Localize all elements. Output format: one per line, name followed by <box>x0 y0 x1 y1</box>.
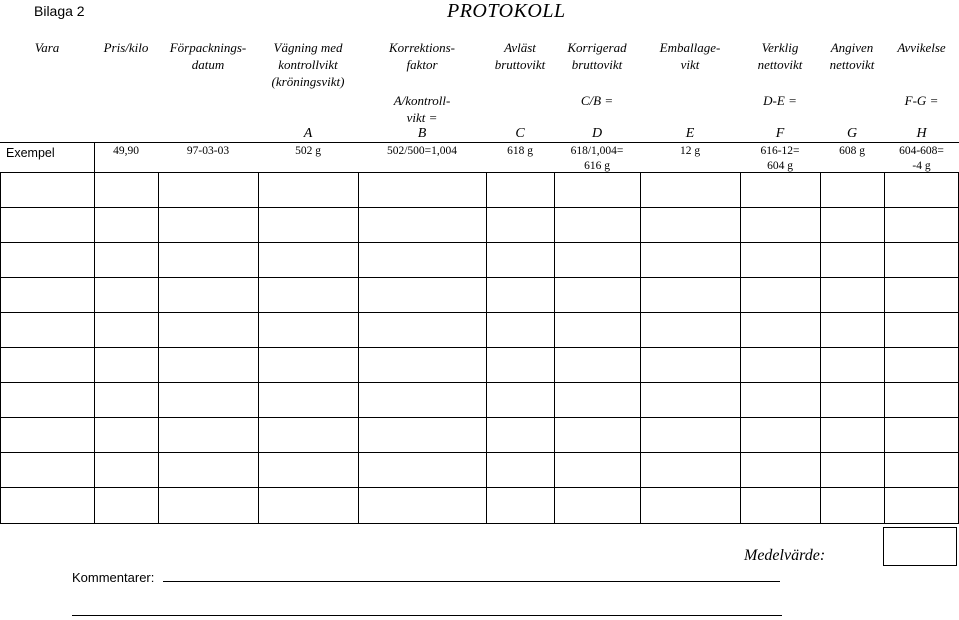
example-cell-line: -4 g <box>912 160 931 172</box>
col-header-line: nettovikt <box>757 57 803 72</box>
col-header-verklig <box>740 39 820 73</box>
example-cell-vagning <box>258 144 358 159</box>
col-header-pris <box>94 39 158 56</box>
example-cell-line: 12 g <box>679 145 701 157</box>
col-header-line: faktor <box>406 57 438 72</box>
formula-d <box>554 92 640 109</box>
col-header-korrektion <box>358 39 486 73</box>
col-letter-g: G <box>846 126 858 141</box>
col-header-vagning <box>258 39 358 90</box>
col-header-line: kontrollvikt <box>278 57 338 72</box>
example-cell-line: 604 g <box>767 160 793 172</box>
table-row-divider <box>0 207 959 208</box>
col-header-line: Korrektions- <box>389 40 455 55</box>
table-row-divider <box>0 452 959 453</box>
table-column-divider <box>740 172 741 523</box>
example-cell-line: 618 g <box>507 145 533 157</box>
formula-line: A/kontroll- <box>393 93 451 108</box>
col-header-line: vikt <box>680 57 700 72</box>
table-row-divider <box>0 172 959 173</box>
table-column-divider <box>486 172 487 523</box>
col-header-line: Avläst <box>504 40 536 55</box>
example-cell-line: 604-608= <box>899 145 944 157</box>
col-header-emballage <box>640 39 740 73</box>
table-left-border <box>0 172 1 523</box>
col-header-korrigerad <box>554 39 640 73</box>
col-letter-h: H <box>916 126 927 141</box>
formula-f <box>740 92 820 109</box>
col-header-line: datum <box>191 57 225 72</box>
col-letter-c: C <box>515 126 525 141</box>
col-header-avvikelse <box>884 39 959 56</box>
example-cell-line: 608 g <box>839 145 865 157</box>
example-cell-avlast <box>486 144 554 159</box>
col-letter-d: D <box>591 126 603 141</box>
example-cell-pris <box>94 144 158 159</box>
example-cell-line: 618/1,004= <box>570 145 624 157</box>
table-column-divider <box>820 172 821 523</box>
example-cell-line: 97-03-03 <box>186 145 230 157</box>
example-cell-korrigerad <box>554 144 640 174</box>
example-cell-avvikelse <box>884 144 959 174</box>
col-header-line: (kröningsvikt) <box>271 74 345 89</box>
table-header-divider <box>0 142 959 143</box>
table-column-divider <box>158 172 159 523</box>
table-row-divider <box>0 312 959 313</box>
average-input-box[interactable] <box>883 527 957 566</box>
example-cell-line: 502/500=1,004 <box>386 145 458 157</box>
formula-line: F-G = <box>904 93 939 108</box>
comments-line[interactable] <box>72 615 782 616</box>
table-row-divider <box>0 242 959 243</box>
table-row-divider <box>0 417 959 418</box>
col-header-line: Angiven <box>830 40 874 55</box>
example-cell-korrektion <box>358 144 486 159</box>
table-column-divider <box>884 172 885 523</box>
table-bottom-border <box>0 523 959 524</box>
col-header-datum <box>158 39 258 73</box>
table-column-divider <box>258 172 259 523</box>
example-cell-line: 49,90 <box>113 145 139 157</box>
col-letter-f: F <box>775 126 785 141</box>
col-header-line: nettovikt <box>829 57 875 72</box>
formula-line: vikt = <box>406 110 438 125</box>
comments-label: Kommentarer: <box>72 570 155 585</box>
example-cell-emballage <box>640 144 740 159</box>
col-header-line: bruttovikt <box>494 57 546 72</box>
example-cell-angiven <box>820 144 884 159</box>
table-column-divider <box>640 172 641 523</box>
col-header-line: Förpacknings- <box>169 40 247 55</box>
col-letter-b: B <box>417 126 427 141</box>
example-label: Exempel <box>6 146 55 160</box>
table-column-divider <box>554 172 555 523</box>
formula-b <box>358 92 486 126</box>
table-row-divider <box>0 347 959 348</box>
appendix-label: Bilaga 2 <box>34 3 85 19</box>
col-header-line: Vara <box>34 40 60 55</box>
example-cell-datum <box>158 144 258 159</box>
col-header-line: Vägning med <box>273 40 343 55</box>
col-letter-e: E <box>685 126 695 141</box>
formula-line: C/B = <box>580 93 614 108</box>
table-column-divider <box>94 142 95 523</box>
example-cell-line: 616-12= <box>760 145 800 157</box>
col-header-line: Korrigerad <box>567 40 627 55</box>
col-header-line: Emballage- <box>659 40 721 55</box>
formula-h <box>884 92 959 109</box>
col-header-avlast <box>486 39 554 73</box>
table-column-divider <box>358 172 359 523</box>
table-row-divider <box>0 487 959 488</box>
average-label: Medelvärde: <box>744 547 826 564</box>
example-cell-line: 616 g <box>584 160 610 172</box>
page-title: PROTOKOLL <box>447 0 566 22</box>
col-header-line: Avvikelse <box>897 40 946 55</box>
table-row-divider <box>0 277 959 278</box>
col-header-line: bruttovikt <box>571 57 623 72</box>
example-cell-line: 502 g <box>295 145 321 157</box>
col-header-line: Verklig <box>761 40 799 55</box>
table-row-divider <box>0 382 959 383</box>
col-header-line: Pris/kilo <box>103 40 149 55</box>
col-header-vara <box>0 39 94 56</box>
example-cell-verklig <box>740 144 820 174</box>
comments-line[interactable] <box>163 581 780 582</box>
formula-line: D-E = <box>763 93 797 108</box>
col-letter-a: A <box>303 126 313 141</box>
col-header-angiven <box>820 39 884 73</box>
